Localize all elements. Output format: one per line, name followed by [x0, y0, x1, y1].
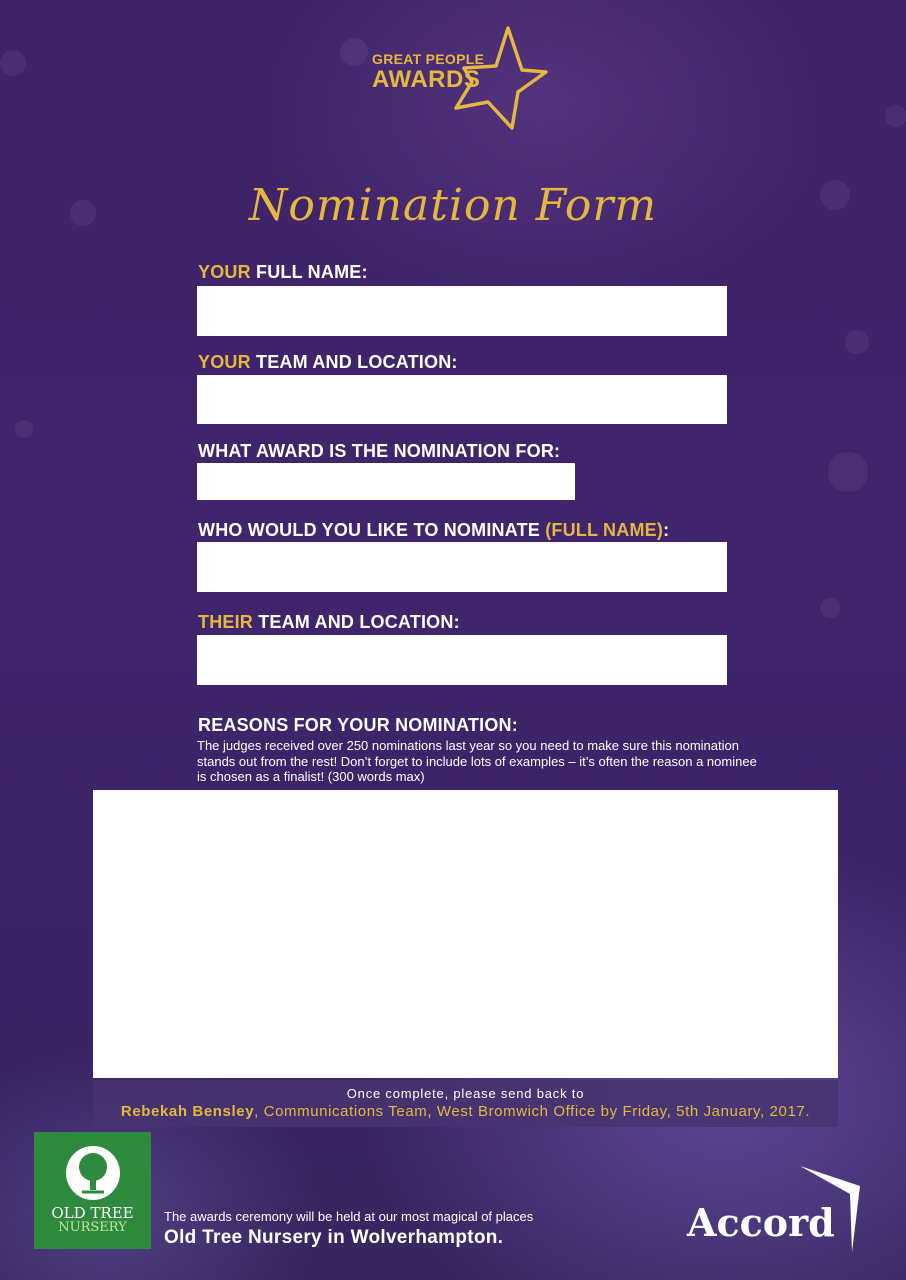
- label-highlight: THEIR: [198, 612, 253, 632]
- logo-line-2: AWARDS: [372, 66, 481, 93]
- send-back-banner: [93, 1080, 838, 1127]
- sponsor-line-2: NURSERY: [58, 1220, 127, 1235]
- nominee-name-input[interactable]: [197, 542, 727, 592]
- your-team-location-input[interactable]: [197, 375, 727, 424]
- award-label: WHAT AWARD IS THE NOMINATION FOR:: [198, 441, 561, 461]
- reasons-textarea[interactable]: [93, 790, 838, 1078]
- bokeh-light: [0, 50, 26, 76]
- bokeh-light: [828, 452, 868, 492]
- accord-swoosh-icon: [796, 1160, 866, 1255]
- label-text: FULL NAME:: [250, 262, 368, 282]
- send-back-line-1: Once complete, please send back to: [346, 1086, 585, 1101]
- logo-line-1: GREAT PEOPLE: [372, 51, 485, 67]
- label-highlight: (FULL NAME): [545, 520, 664, 540]
- old-tree-nursery-logo: [34, 1132, 151, 1249]
- their-team-location-label: [198, 612, 460, 633]
- contact-name: Rebekah Bensley: [120, 1103, 255, 1120]
- accord-logo: Accord: [687, 1200, 835, 1245]
- great-people-awards-logo: [360, 22, 560, 137]
- page-title: Nomination Form: [248, 180, 658, 231]
- your-team-location-label: [198, 352, 458, 373]
- award-input[interactable]: [197, 463, 575, 500]
- send-back-line-2: [93, 1103, 838, 1120]
- bokeh-light: [820, 598, 840, 618]
- reasons-heading: REASONS FOR YOUR NOMINATION:: [198, 715, 518, 735]
- label-highlight: YOUR: [198, 262, 251, 282]
- label-highlight: YOUR: [198, 352, 251, 372]
- bokeh-light: [15, 420, 33, 438]
- label-text: WHO WOULD YOU LIKE TO NOMINATE: [198, 520, 546, 540]
- tree-icon: [66, 1146, 120, 1200]
- ceremony-location: Old Tree Nursery in Wolverhampton.: [164, 1227, 504, 1248]
- bokeh-light: [845, 330, 869, 354]
- bokeh-light: [885, 105, 906, 127]
- reasons-description: The judges received over 250 nominations last year so you need to make sure this nomination stands out from the rest! Don’t forget to include lots of examples – it’s often the reason a nominee is chosen as a finalist! (300 words max): [197, 738, 757, 784]
- label-suffix: :: [663, 520, 670, 540]
- label-text: TEAM AND LOCATION:: [253, 612, 460, 632]
- contact-details: , Communications Team, West Bromwich Office by Friday, 5th January, 2017.: [254, 1103, 811, 1120]
- your-full-name-input[interactable]: [197, 286, 727, 336]
- their-team-location-input[interactable]: [197, 635, 727, 685]
- ceremony-note: The awards ceremony will be held at our most magical of places: [164, 1209, 534, 1224]
- label-text: TEAM AND LOCATION:: [250, 352, 458, 372]
- sponsor-line-1: OLD TREE: [51, 1204, 134, 1222]
- nominee-name-label: [198, 520, 669, 541]
- your-full-name-label: [198, 262, 368, 283]
